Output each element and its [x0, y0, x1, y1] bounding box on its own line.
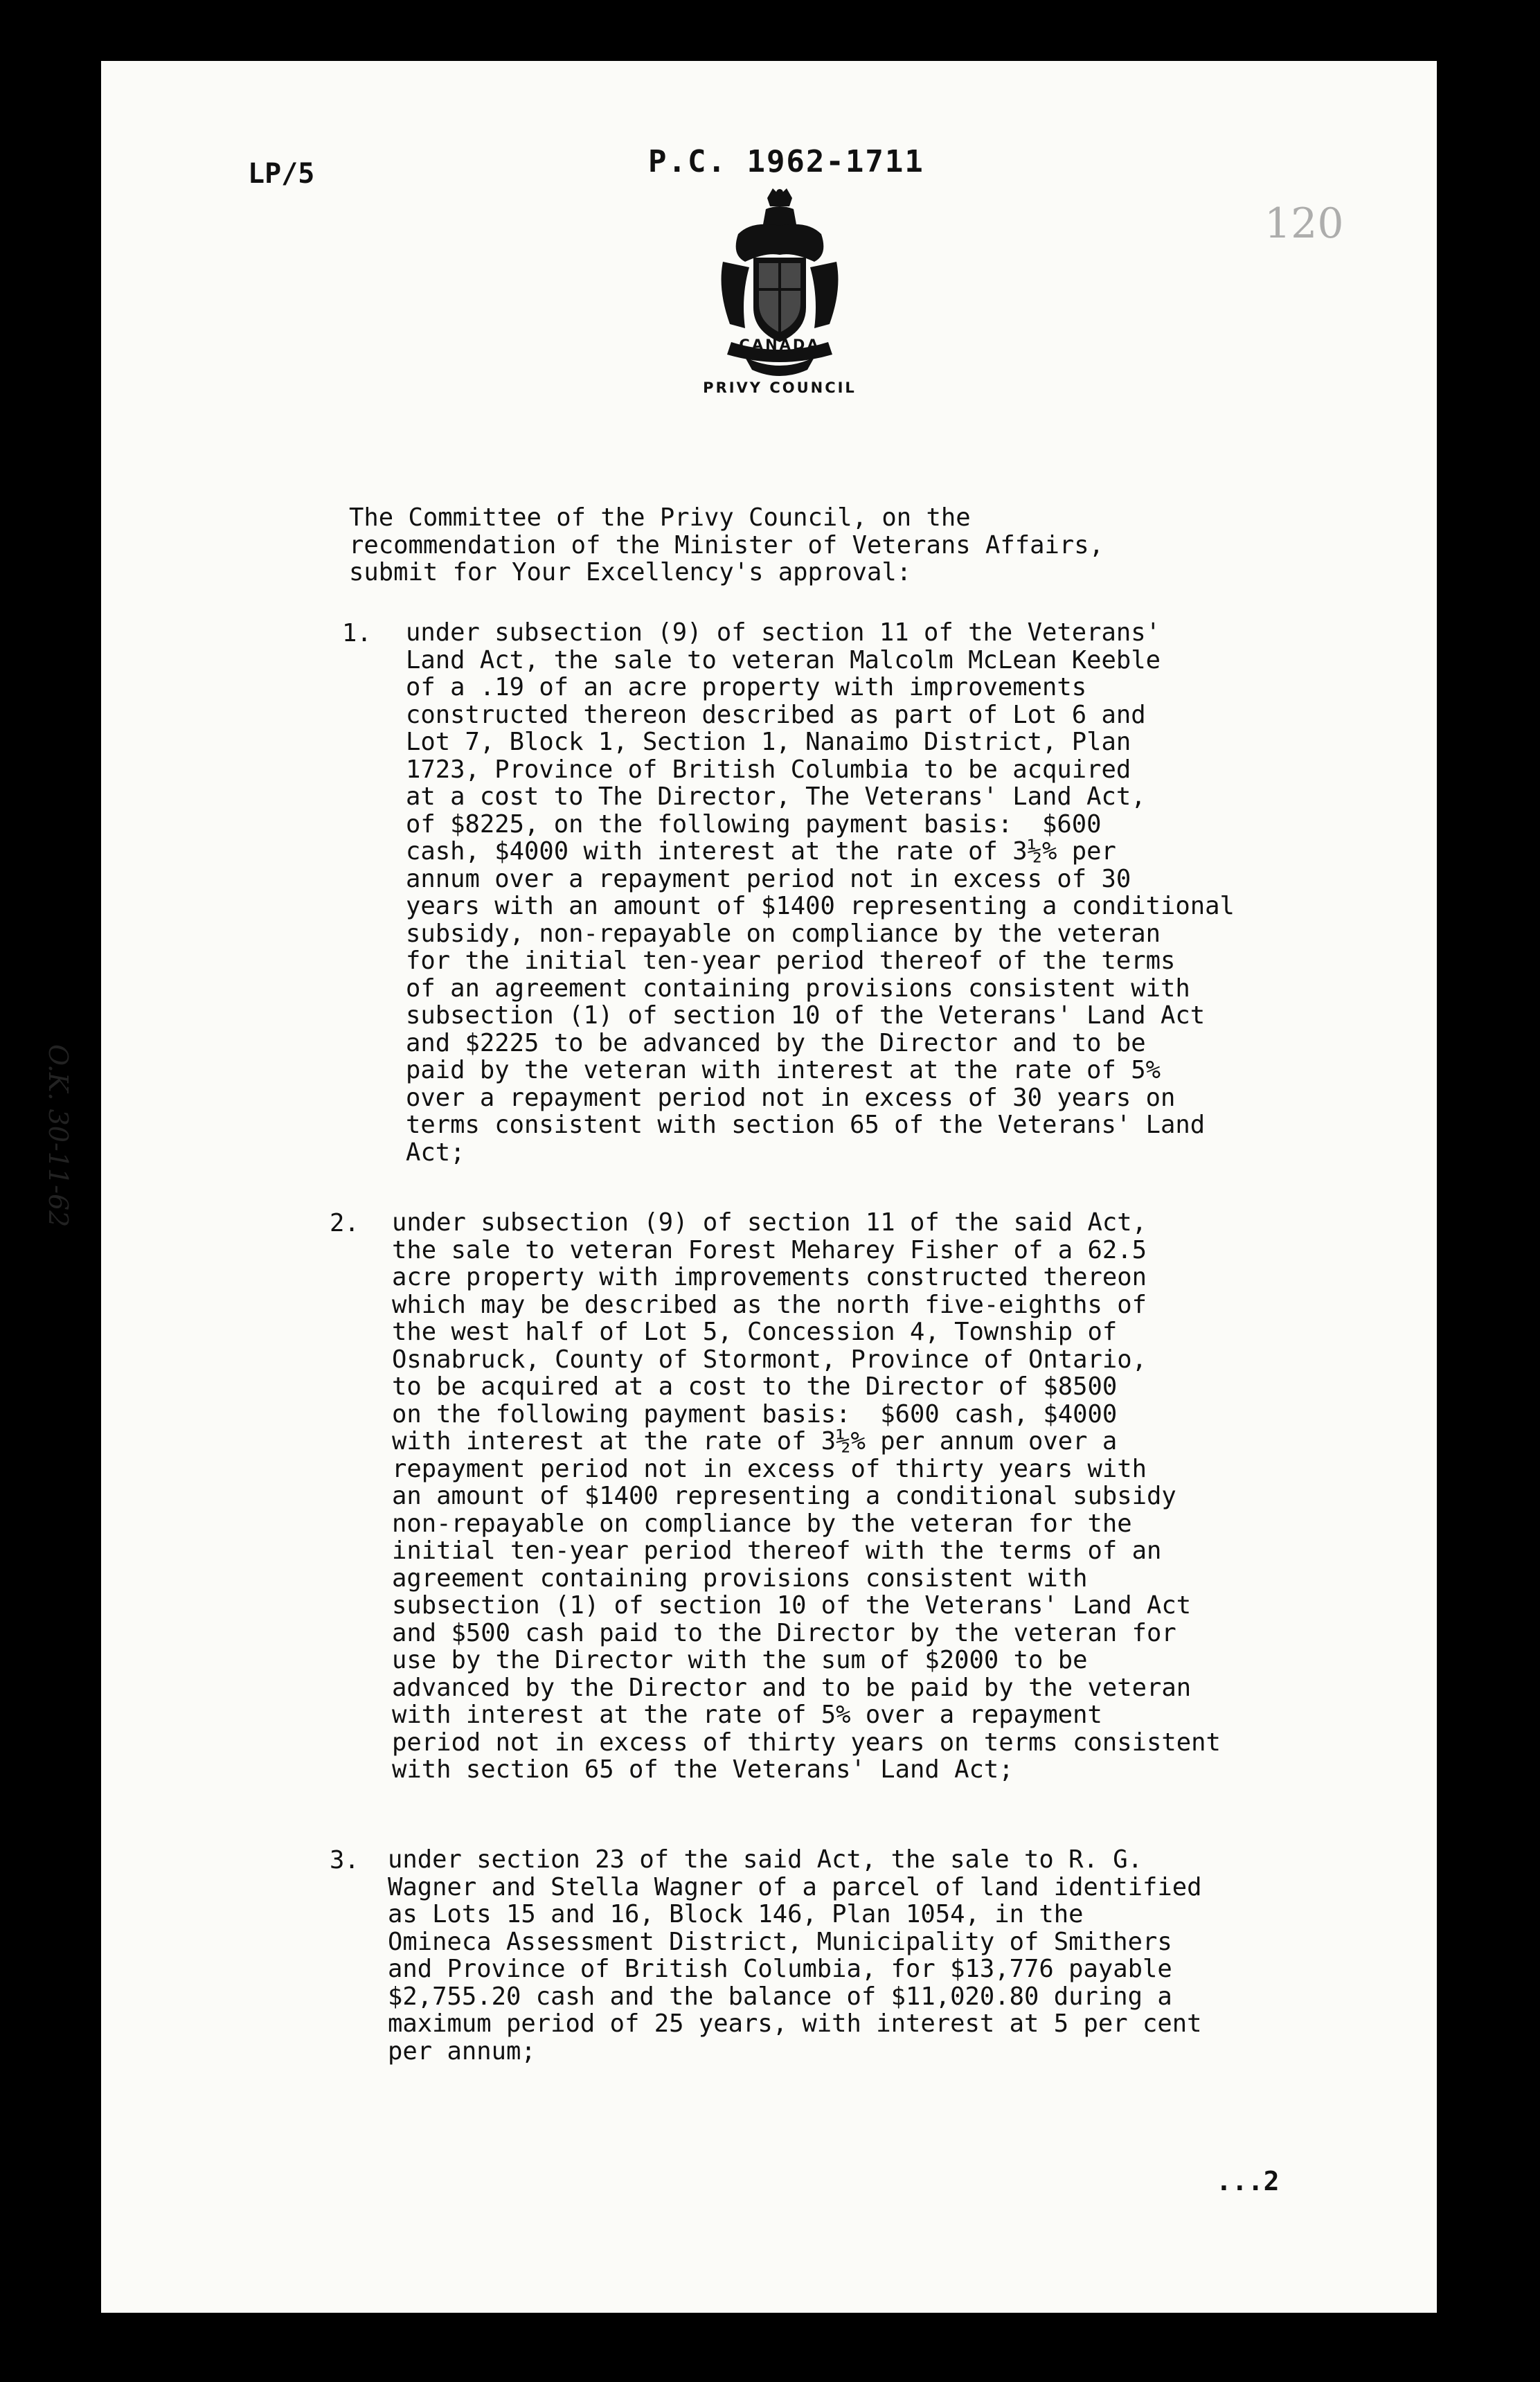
- document-page: [43, 61, 1437, 2313]
- privy-council-label: PRIVY COUNCIL: [703, 379, 857, 396]
- file-reference: LP/5: [248, 158, 315, 190]
- item-number: 3.: [330, 1846, 359, 1874]
- margin-handwritten-note: O.K. 30-11-62: [43, 1044, 73, 1228]
- page-continuation: ...2: [1216, 2166, 1280, 2196]
- item-text: under section 23 of the said Act, the sale to R. G. Wagner and Stella Wagner of a parcel of land identified as Lots 15 and 16, Block 146, Plan 1054, in the Omineca Assessment District, Municipality of Smithers and Province of British Columbia, for $13,776 payable $2,755.20 cash and the balance of $11,020.80 during a maximum period of 25 years, with interest at 5 per cent per annum;: [388, 1845, 1202, 2066]
- coat-of-arms-icon: [710, 186, 849, 386]
- item-text: under subsection (9) of section 11 of the said Act, the sale to veteran Forest Meharey Fisher of a 62.5 acre property with improvements constructed thereon which may be described as the north five-eighths of the west half of Lot 5, Concession 4, Township of Osnabruck, County of Stormont, Province of Ontario, to be acquired at a cost to the Director of $8500 on the following payment basis: $600 cash, $4000 with interest at the rate of 3½% per annum over a repayment period not in excess of thirty years with an amount of $1400 representing a conditional subsidy non-repayable on compliance by the veteran for the initial ten-year period thereof with the terms of an agreement containing provisions consistent with subsection (1) of section 10 of the Veterans' Land Act and $500 cash paid to the Director by the veteran for use by the Director with the sum of $2000 to be advanced by the Director and to be paid by the veteran with interest at the rate of 5% over a repayment period not in excess of thirty years on terms consistent with section 65 of the Veterans' Land Act;: [392, 1208, 1221, 1784]
- item-number: 1.: [342, 619, 372, 647]
- intro-paragraph: The Committee of the Privy Council, on the recommendation of the Minister of Veterans Affairs, submit for Your Excellency's approval:: [349, 503, 1104, 586]
- item-text: under subsection (9) of section 11 of the Veterans' Land Act, the sale to veteran Malcolm McLean Keeble of a .19 of an acre property with improvements constructed thereon described as part of Lot 6 and Lot 7, Block 1, Section 1, Nanaimo District, Plan 1723, Province of British Columbia to be acquired at a cost to The Director, The Veterans' Land Act, of $8225, on the following payment basis: $600 cash, $4000 with interest at the rate of 3½% per annum over a repayment period not in excess of 30 years with an amount of $1400 representing a conditional subsidy, non-repayable on compliance by the veteran for the initial ten-year period thereof of the terms of an agreement containing provisions consistent with subsection (1) of section 10 of the Veterans' Land Act and $2225 to be advanced by the Director and to be paid by the veteran with interest at the rate of 5% over a repayment period not in excess of 30 years on terms consistent with section 65 of the Veterans' Land Act;: [406, 618, 1235, 1167]
- country-label: CANADA: [739, 337, 821, 353]
- stamp-number: 120: [1264, 199, 1344, 248]
- item-number: 2.: [330, 1209, 359, 1237]
- order-number: P.C. 1962-1711: [648, 144, 924, 179]
